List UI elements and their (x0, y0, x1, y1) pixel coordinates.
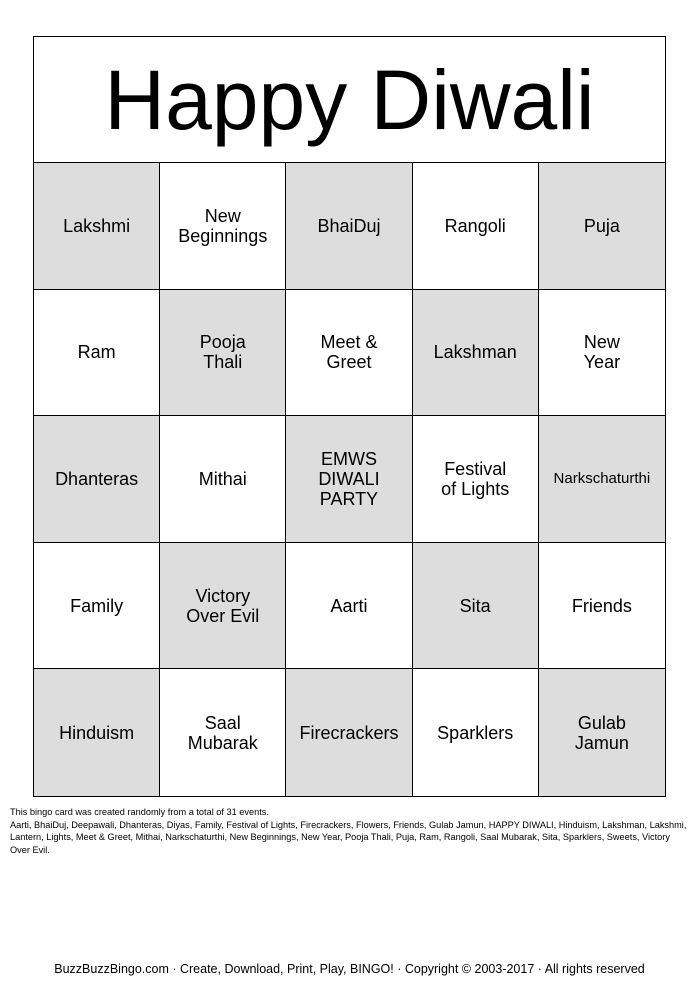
cell-label: Gulab Jamun (574, 712, 629, 753)
bingo-cell (160, 163, 286, 290)
cell-label: BhaiDuj (317, 215, 381, 236)
cell-label: Aarti (330, 595, 368, 616)
cell-label: Puja (583, 215, 620, 236)
card-title: Happy Diwali (34, 37, 665, 163)
bingo-cell (413, 543, 539, 670)
bingo-grid (34, 163, 665, 796)
bingo-cell (34, 163, 160, 290)
cell-label: Rangoli (444, 215, 506, 236)
cell-label: Narkschaturthi (553, 469, 651, 487)
cell-label: Ram (77, 342, 116, 363)
cell-label: Lakshmi (63, 215, 131, 236)
bingo-cell (539, 163, 665, 290)
cell-label: Family (70, 595, 124, 616)
bingo-cell (286, 163, 412, 290)
bingo-cell (539, 543, 665, 670)
cell-label: Hinduism (59, 722, 135, 743)
bingo-cell (413, 163, 539, 290)
cell-label: Festival of Lights (441, 458, 510, 499)
bingo-cell (34, 290, 160, 417)
cell-label: EMWS DIWALI PARTY (318, 448, 380, 509)
bingo-cell (539, 669, 665, 796)
bingo-cell (286, 416, 412, 543)
bingo-cell (539, 416, 665, 543)
bingo-cell (34, 669, 160, 796)
cell-label: Meet & Greet (320, 332, 378, 373)
card-info (10, 806, 690, 856)
bingo-cell (286, 669, 412, 796)
bingo-cell (160, 290, 286, 417)
bingo-cell (286, 290, 412, 417)
bingo-cell (160, 543, 286, 670)
cell-label: Victory Over Evil (186, 585, 260, 626)
cell-label: Friends (571, 595, 632, 616)
bingo-cell (286, 543, 412, 670)
bingo-cell (160, 669, 286, 796)
cell-label: Dhanteras (55, 468, 139, 489)
bingo-cell (413, 416, 539, 543)
events-summary: This bingo card was created randomly from a total of 31 events. (10, 807, 269, 817)
cell-label: Firecrackers (299, 722, 399, 743)
cell-label: Lakshman (433, 342, 517, 363)
bingo-card (33, 36, 666, 797)
footer-copyright: BuzzBuzzBingo.com · Create, Download, Print, Play, BINGO! · Copyright © 2003-2017 · All rights reserved (54, 962, 645, 976)
cell-label: Saal Mubarak (187, 712, 258, 753)
cell-label: New Year (583, 332, 621, 373)
cell-label: Sparklers (437, 722, 514, 743)
bingo-cell (539, 290, 665, 417)
cell-label: Mithai (198, 468, 247, 489)
cell-label: Sita (459, 595, 491, 616)
bingo-cell (34, 416, 160, 543)
bingo-cell (34, 543, 160, 670)
cell-label: New Beginnings (178, 205, 268, 246)
bingo-cell (413, 669, 539, 796)
events-list: Aarti, BhaiDuj, Deepawali, Dhanteras, Diyas, Family, Festival of Lights, Firecrackers, Flowers, Friends, Gulab Jamun, HAPPY DIWALI, Hinduism, Lakshman, Lakshmi, Lantern, Lights, Meet & Greet, Mithai, Narkschaturthi, New Beginnings, New Year, Pooja Thali, Puja, Ram, Rangoli, Saal Mubarak, Sita, Sparklers, Sweets, Victory Over Evil. (10, 819, 687, 855)
bingo-cell (413, 290, 539, 417)
bingo-cell (160, 416, 286, 543)
cell-label: Pooja Thali (199, 332, 246, 373)
